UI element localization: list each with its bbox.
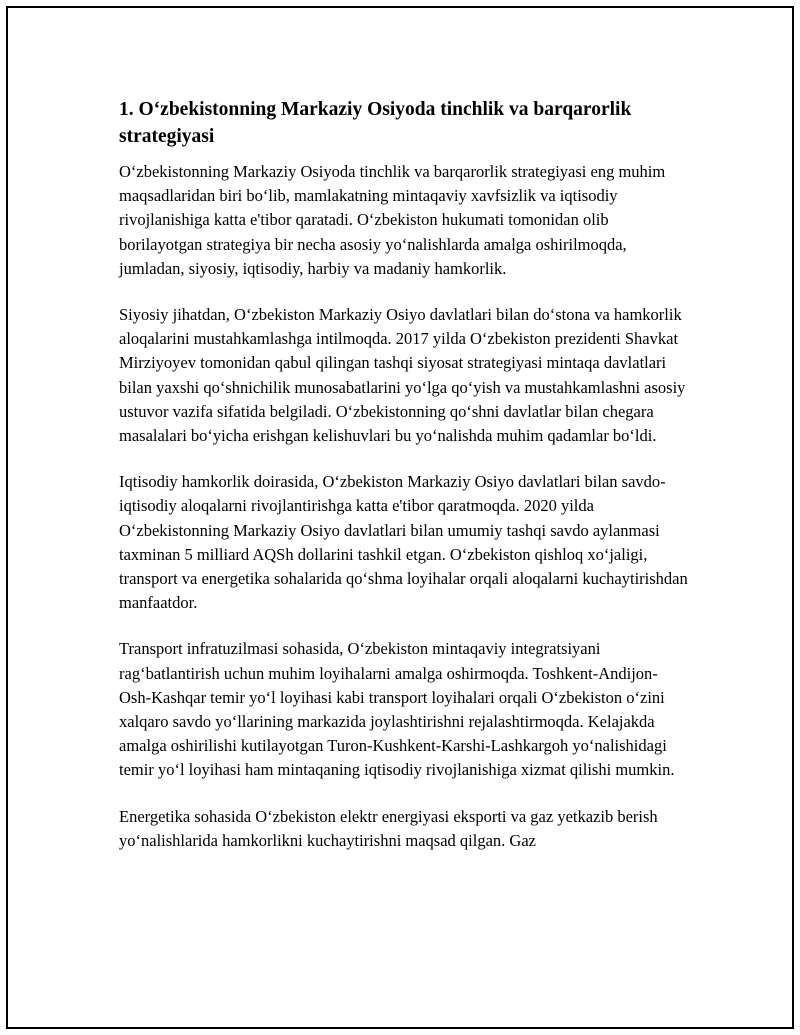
paragraph-economic: Iqtisodiy hamkorlik doirasida, O‘zbekiston Markaziy Osiyo davlatlari bilan savdo-iqtisodiy aloqalarni rivojlantirishga katta e'tibor qaratmoqda. 2020 yilda O‘zbekistonning Markaziy Osiyo davlatlari bilan umumiy tashqi savdo aylanmasi taxminan 5 milliard AQSh dollarini tashkil etgan. O‘zbekiston qishloq xo‘jaligi, transport va energetika sohalarida qo‘shma loyihalar orqali aloqalarni kuchaytirishdan manfaatdor. (119, 472, 688, 613)
document-body (119, 96, 689, 875)
document-page (6, 6, 794, 1029)
section-heading: 1. O‘zbekistonning Markaziy Osiyoda tinchlik va barqarorlik strategiyasi (119, 99, 632, 147)
paragraph-intro: O‘zbekistonning Markaziy Osiyoda tinchlik va barqarorlik strategiyasi eng muhim maqsadlaridan biri bo‘lib, mamlakatning mintaqaviy xavfsizlik va iqtisodiy rivojlanishiga katta e'tibor qaratadi. O‘zbekiston hukumati tomonidan olib borilayotgan strategiya bir necha asosiy yo‘nalishlarda amalga oshirilmoqda, jumladan, siyosiy, iqtisodiy, harbiy va madaniy hamkorlik. (119, 162, 666, 278)
paragraph-political: Siyosiy jihatdan, O‘zbekiston Markaziy Osiyo davlatlari bilan do‘stona va hamkorlik aloqalarini mustahkamlashga intilmoqda. 2017 yilda O‘zbekiston prezidenti Shavkat Mirziyoyev tomonidan qabul qilingan tashqi siyosat strategiyasi mintaqa davlatlari bilan yaxshi qo‘shnichilik munosabatlarini yo‘lga qo‘yish va mustahkamlashni asosiy ustuvor vazifa sifatida belgiladi. O‘zbekistonning qo‘shni davlatlar bilan chegara masalalari bo‘yicha erishgan kelishuvlari bu yo‘nalishda muhim qadamlar bo‘ldi. (119, 305, 686, 446)
paragraph-energy: Energetika sohasida O‘zbekiston elektr energiyasi eksporti va gaz yetkazib berish yo‘nalishlarida hamkorlikni kuchaytirishni maqsad qilgan. Gaz (119, 806, 658, 850)
paragraph-transport: Transport infratuzilmasi sohasida, O‘zbekiston mintaqaviy integratsiyani rag‘batlantirish uchun muhim loyihalarni amalga oshirmoqda. Toshkent-Andijon-Osh-Kashqar temir yo‘l loyihasi kabi transport loyihalari orqali O‘zbekiston o‘zini xalqaro savdo yo‘llarining markazida joylashtirishni rejalashtirmoqda. Kelajakda amalga oshirilishi kutilayotgan Turon-Kushkent-Karshi-Lashkargoh yo‘nalishidagi temir yo‘l loyihasi ham mintaqaning iqtisodiy rivojlanishiga xizmat qilishi mumkin. (119, 639, 675, 780)
